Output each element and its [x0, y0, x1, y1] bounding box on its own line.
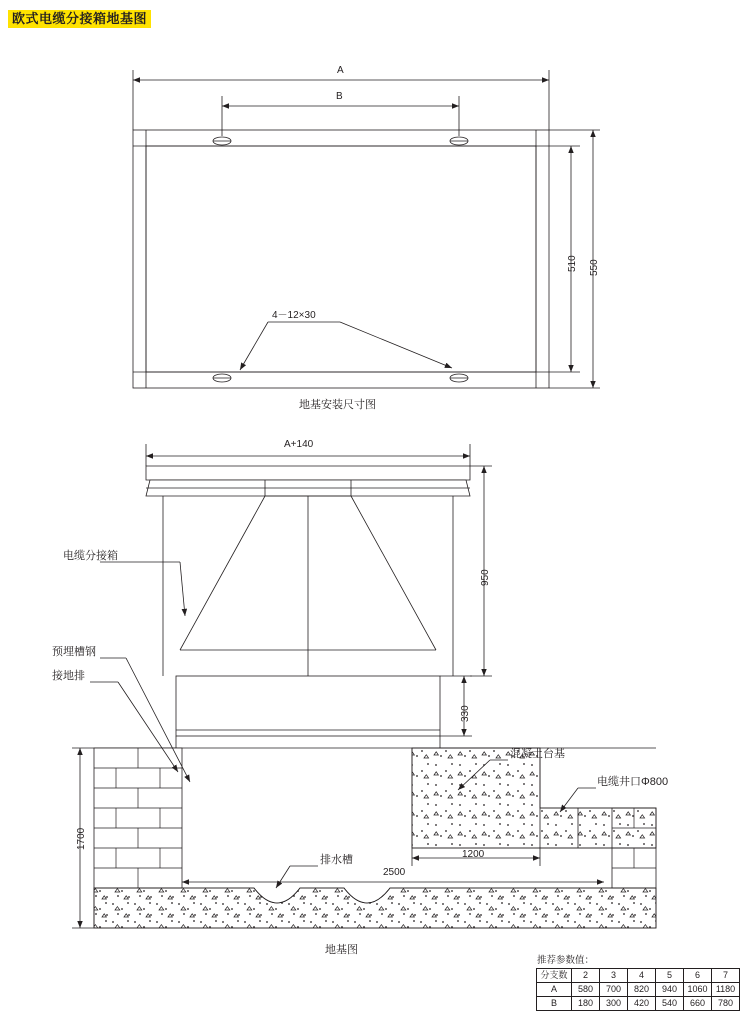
param-cell: 1180 — [712, 983, 740, 997]
param-cell: 660 — [684, 997, 712, 1011]
label-concrete-base: 混凝土台基 — [510, 748, 565, 760]
param-col-4: 4 — [628, 969, 656, 983]
dim-label-330: 330 — [460, 705, 471, 722]
param-cell: 300 — [600, 997, 628, 1011]
dim-label-a140: A+140 — [284, 439, 314, 450]
param-row-label-a: A — [537, 983, 572, 997]
param-cell: 420 — [628, 997, 656, 1011]
dim-label-550: 550 — [589, 259, 600, 276]
param-row-label-b: B — [537, 997, 572, 1011]
param-table — [536, 968, 740, 1011]
param-cell: 700 — [600, 983, 628, 997]
param-col-head: 分支数 — [537, 969, 572, 983]
param-table-note: 推荐参数值： — [537, 955, 595, 966]
top-diagram-caption: 地基安装尺寸图 — [299, 399, 376, 411]
param-col-7: 7 — [712, 969, 740, 983]
dim-label-510: 510 — [567, 255, 578, 272]
label-cable-box: 电缆分接箱 — [63, 550, 118, 562]
param-cell: 820 — [628, 983, 656, 997]
param-col-5: 5 — [656, 969, 684, 983]
hole-note-label: 4－12×30 — [272, 310, 316, 321]
param-cell: 580 — [572, 983, 600, 997]
table-row — [537, 983, 740, 997]
dim-label-b: B — [336, 91, 343, 102]
label-embedded-channel-steel: 预埋槽钢 — [52, 646, 96, 658]
table-row-header — [537, 969, 740, 983]
param-table-wrapper — [536, 952, 740, 1011]
param-cell: 940 — [656, 983, 684, 997]
param-cell: 180 — [572, 997, 600, 1011]
dim-label-2500: 2500 — [383, 867, 406, 878]
param-col-2: 2 — [572, 969, 600, 983]
label-cable-well: 电缆井口Φ800 — [597, 776, 669, 788]
param-cell: 780 — [712, 997, 740, 1011]
dim-label-a: A — [337, 65, 344, 76]
page-title: 欧式电缆分接箱地基图 — [8, 10, 151, 28]
table-row — [537, 997, 740, 1011]
param-cell: 1060 — [684, 983, 712, 997]
dim-label-1700: 1700 — [76, 827, 87, 850]
bottom-diagram-caption: 地基图 — [325, 944, 358, 956]
param-col-3: 3 — [600, 969, 628, 983]
param-col-6: 6 — [684, 969, 712, 983]
dim-label-950: 950 — [480, 569, 491, 586]
param-cell: 540 — [656, 997, 684, 1011]
label-drain-channel: 排水槽 — [320, 854, 353, 866]
dim-label-1200: 1200 — [462, 849, 485, 860]
label-grounding-bar: 接地排 — [52, 670, 85, 682]
